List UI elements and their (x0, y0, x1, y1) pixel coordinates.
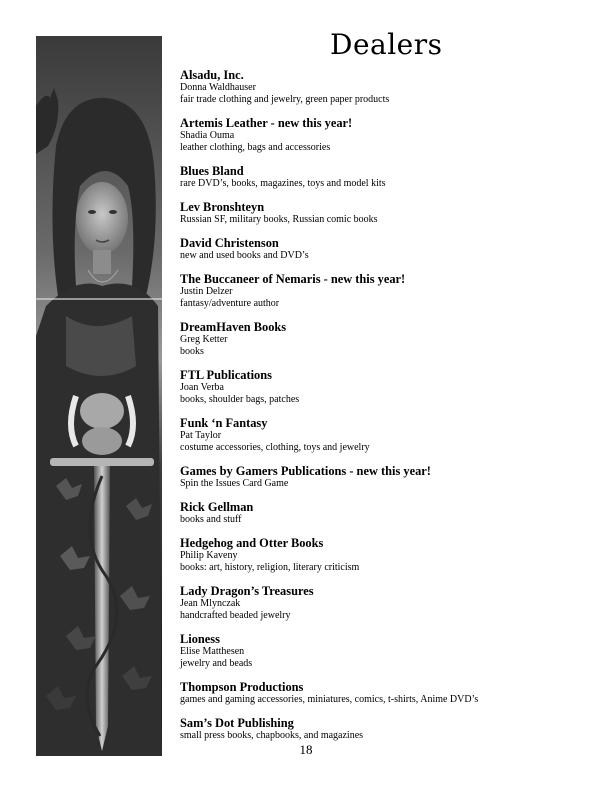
dealer-name: Blues Bland (180, 164, 244, 178)
dealer-name: Alsadu, Inc. (180, 68, 244, 82)
dealer-contact: Joan Verba (180, 382, 224, 393)
dealer-entry (180, 68, 590, 106)
dealer-entry (180, 368, 590, 406)
dealer-entry (180, 464, 590, 490)
dealer-description: games and gaming accessories, miniatures, comics, t-shirts, Anime DVD’s (180, 694, 479, 705)
dealer-name: Rick Gellman (180, 500, 254, 514)
dealer-name: Games by Gamers Publications - new this year! (180, 464, 431, 478)
dealer-entry (180, 320, 590, 358)
dealer-contact: Jean Mlynczak (180, 598, 241, 609)
dealer-description: books and stuff (180, 514, 242, 525)
dealer-description: small press books, chapbooks, and magazines (180, 730, 364, 741)
dealer-name: Artemis Leather - new this year! (180, 116, 353, 130)
dealer-entry (180, 164, 590, 190)
dealer-description: books (180, 346, 204, 357)
dealer-entry (180, 116, 590, 154)
dealer-entry (180, 584, 590, 622)
dealer-name: FTL Publications (180, 368, 272, 382)
dealer-description: leather clothing, bags and accessories (180, 142, 331, 153)
dealer-name: The Buccaneer of Nemaris - new this year! (180, 272, 406, 286)
dealer-contact: Philip Kaveny (180, 550, 238, 561)
dealer-description: books, shoulder bags, patches (180, 394, 300, 405)
page-number: 18 (299, 742, 313, 757)
dealer-name: Hedgehog and Otter Books (180, 536, 324, 550)
dealer-description: new and used books and DVD’s (180, 250, 309, 261)
dealer-entry (180, 500, 590, 526)
dealer-description: Spin the Issues Card Game (180, 478, 289, 489)
fantasy-warrior-illustration (36, 36, 162, 756)
dealer-entry (180, 632, 590, 670)
dealer-list (180, 68, 590, 742)
dealer-name: DreamHaven Books (180, 320, 287, 334)
dealer-contact: Pat Taylor (180, 430, 222, 441)
page-title: Dealers (330, 28, 443, 61)
dealer-description: costume accessories, clothing, toys and jewelry (180, 442, 370, 453)
dealer-contact: Justin Delzer (180, 286, 233, 297)
dealer-description: Russian SF, military books, Russian comic books (180, 214, 378, 225)
dealer-description: fair trade clothing and jewelry, green paper products (180, 94, 390, 105)
dealer-name: Lev Bronshteyn (180, 200, 265, 214)
dealer-entry (180, 716, 590, 742)
dealer-contact: Elise Matthesen (180, 646, 245, 657)
dealer-description: handcrafted beaded jewelry (180, 610, 291, 621)
dealer-entry (180, 680, 590, 706)
dealer-name: Funk ‘n Fantasy (180, 416, 268, 430)
dealer-entry (180, 200, 590, 226)
dealer-contact: Greg Ketter (180, 334, 228, 345)
dealer-name: Sam’s Dot Publishing (180, 716, 294, 730)
dealer-description: jewelry and beads (180, 658, 253, 669)
dealer-description: rare DVD’s, books, magazines, toys and model kits (180, 178, 386, 189)
dealer-name: David Christenson (180, 236, 279, 250)
warrior-woman-sword-icon (36, 36, 162, 756)
dealer-name: Thompson Productions (180, 680, 304, 694)
dealer-name: Lady Dragon’s Treasures (180, 584, 314, 598)
dealer-entry (180, 236, 590, 262)
dealer-contact: Shadia Ouma (180, 130, 235, 141)
dealer-description: fantasy/adventure author (180, 298, 280, 309)
dealer-name: Lioness (180, 632, 220, 646)
dealer-entry (180, 416, 590, 454)
dealer-contact: Donna Waldhauser (180, 82, 256, 93)
dealer-entry (180, 272, 590, 310)
dealer-description: books: art, history, religion, literary criticism (180, 562, 360, 573)
dealer-entry (180, 536, 590, 574)
